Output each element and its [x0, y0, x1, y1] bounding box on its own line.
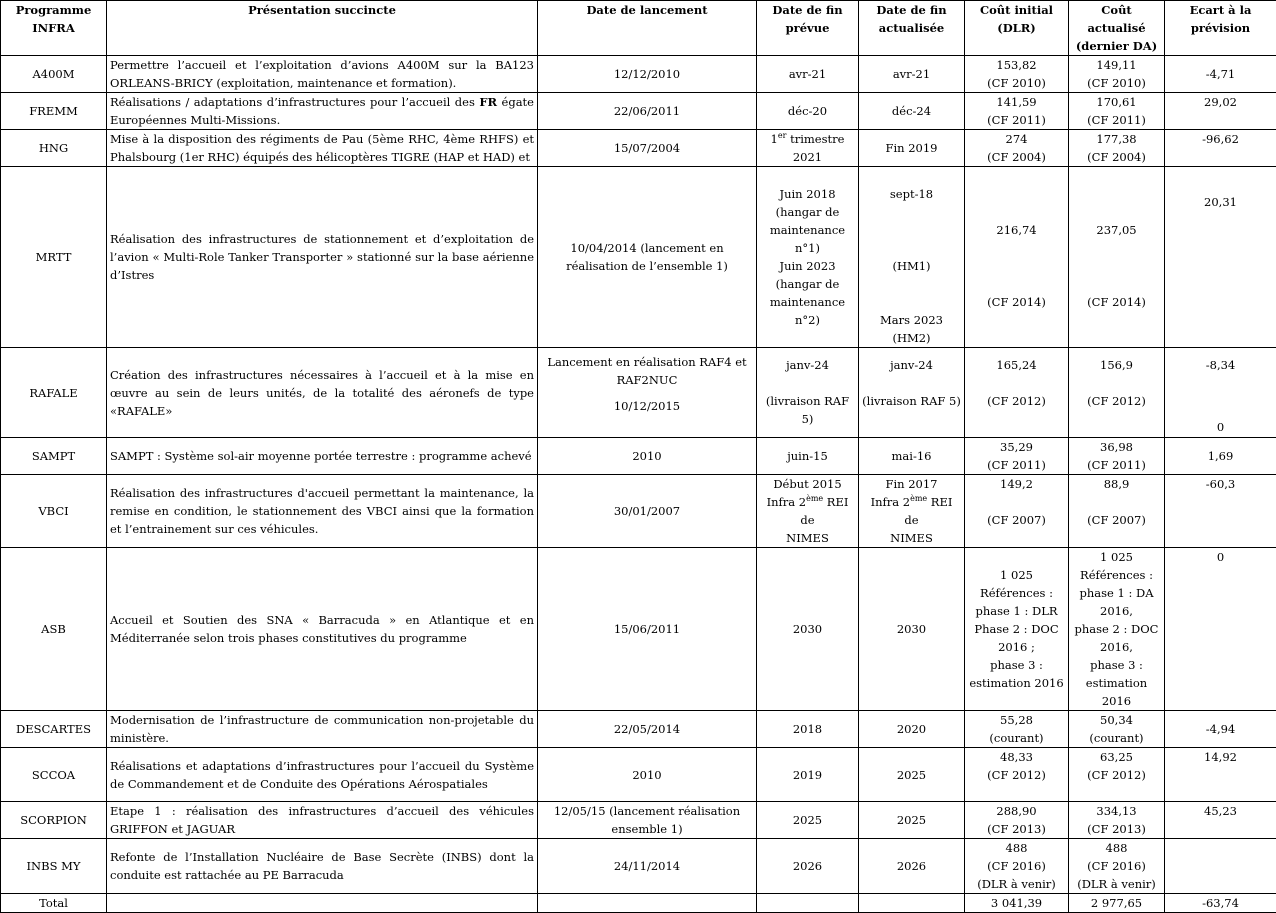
total-row	[1, 894, 1276, 913]
cell-programme: SCCOA	[1, 748, 107, 802]
cout-initial-ref: (CF 2014)	[987, 295, 1046, 309]
cell-ecart	[1165, 348, 1276, 438]
table-row	[1, 130, 1276, 167]
cell-programme: RAFALE	[1, 348, 107, 438]
cell-programme: Total	[1, 894, 107, 913]
cell-fin-actualisee	[859, 475, 965, 548]
cout-initial-ref: (CF 2012)	[987, 394, 1046, 408]
cell-cout-initial	[965, 475, 1069, 548]
cell-lancement: 15/06/2011	[538, 548, 757, 711]
cout-initial-ref: (CF 2007)	[987, 513, 1046, 527]
cell-lancement	[538, 894, 757, 913]
table-row	[1, 839, 1276, 894]
superscript: er	[778, 131, 787, 140]
cell-fin-actualisee: déc-24	[859, 93, 965, 130]
superscript: ème	[910, 494, 927, 503]
presentation-text: égate Européennes Multi-Missions.	[110, 95, 534, 127]
cell-presentation: SAMPT : Système sol-air moyenne portée terrestre : programme achevé	[107, 438, 538, 475]
cell-presentation: Création des infrastructures nécessaires à l’accueil et à la mise en œuvre au sein de leurs unités, de la totalité des aéronefs de type «RAFALE»	[107, 348, 538, 438]
cell-lancement: 12/05/15 (lancement réalisation ensemble 1)	[538, 802, 757, 839]
cell-cout-actualise: 334,13 (CF 2013)	[1069, 802, 1165, 839]
cell-lancement: 30/01/2007	[538, 475, 757, 548]
cell-cout-initial: 274 (CF 2004)	[965, 130, 1069, 167]
cout-actualise-value: 156,9	[1100, 358, 1133, 372]
cell-total-cout-actualise: 2 977,65	[1069, 894, 1165, 913]
cell-fin-prevue	[757, 475, 859, 548]
cell-programme: A400M	[1, 56, 107, 93]
cell-ecart: 14,92	[1165, 748, 1276, 802]
cell-cout-actualise: 149,11 (CF 2010)	[1069, 56, 1165, 93]
cell-presentation: Etape 1 : réalisation des infrastructures d’accueil des véhicules GRIFFON et JAGUAR	[107, 802, 538, 839]
cell-ecart: 20,31	[1165, 167, 1276, 348]
cell-fin-actualisee: mai-16	[859, 438, 965, 475]
cell-presentation: Permettre l’accueil et l’exploitation d’avions A400M sur la BA123 ORLEANS-BRICY (exploitation, maintenance et formation).	[107, 56, 538, 93]
fin-actualisee-text: Infra 2	[871, 495, 911, 509]
cell-cout-actualise: 36,98 (CF 2011)	[1069, 438, 1165, 475]
cell-total-ecart: -63,74	[1165, 894, 1276, 913]
fin-actualisee-text: NIMES	[890, 531, 933, 545]
cout-actualise-ref: (CF 2007)	[1087, 513, 1146, 527]
cell-cout-actualise: 63,25 (CF 2012)	[1069, 748, 1165, 802]
fin-prevue-text: trimestre	[786, 132, 844, 146]
presentation-bold-text: FR	[479, 95, 497, 109]
cell-cout-actualise: 1 025 Références : phase 1 : DA 2016, phase 2 : DOC 2016, phase 3 : estimation 2016	[1069, 548, 1165, 711]
cell-ecart: 0	[1165, 548, 1276, 711]
cell-presentation: Mise à la disposition des régiments de Pau (5ème RHC, 4ème RHFS) et Phalsbourg (1er RHC) équipés des hélicoptères TIGRE (HAP et HAD) et	[107, 130, 538, 167]
lancement-text: Lancement en réalisation RAF4 et RAF2NUC	[547, 355, 746, 387]
cell-fin-prevue: déc-20	[757, 93, 859, 130]
fin-prevue-text: 1	[771, 132, 778, 146]
table-row	[1, 748, 1276, 802]
ecart-value: -8,34	[1206, 358, 1236, 372]
cell-cout-initial: 1 025 Références : phase 1 : DLR Phase 2 : DOC 2016 ; phase 3 : estimation 2016	[965, 548, 1069, 711]
table-row	[1, 711, 1276, 748]
cell-presentation: Réalisation des infrastructures de stationnement et d’exploitation de l’avion « Multi-Role Tanker Transporter » stationné sur la base aérienne d’Istres	[107, 167, 538, 348]
cell-programme: SAMPT	[1, 438, 107, 475]
ecart-value: 0	[1217, 420, 1224, 434]
fin-actualisee-text: Mars 2023 (HM2)	[880, 313, 943, 345]
cout-actualise-value: 88,9	[1104, 477, 1130, 491]
cell-cout-actualise	[1069, 348, 1165, 438]
cell-programme: ASB	[1, 548, 107, 711]
cell-presentation: Modernisation de l’infrastructure de communication non-projetable du ministère.	[107, 711, 538, 748]
table-row	[1, 802, 1276, 839]
presentation-text: Réalisations / adaptations d’infrastructures pour l’accueil des	[110, 95, 479, 109]
cell-fin-prevue: 2026	[757, 839, 859, 894]
cell-lancement: 24/11/2014	[538, 839, 757, 894]
fin-actualisee-text: (HM1)	[892, 259, 930, 273]
header-fin-actualisee: Date de fin actualisée	[859, 1, 965, 56]
cout-actualise-ref: (CF 2014)	[1087, 295, 1146, 309]
header-ecart: Ecart à la prévision	[1165, 1, 1276, 56]
cell-ecart: -4,71	[1165, 56, 1276, 93]
cell-cout-initial: 141,59 (CF 2011)	[965, 93, 1069, 130]
cell-lancement: 2010	[538, 748, 757, 802]
cell-cout-initial: 35,29 (CF 2011)	[965, 438, 1069, 475]
cell-fin-prevue: 2025	[757, 802, 859, 839]
cell-programme: SCORPION	[1, 802, 107, 839]
cell-programme: FREMM	[1, 93, 107, 130]
cout-actualise-value: 237,05	[1096, 223, 1136, 237]
fin-actualisee-text: (livraison RAF 5)	[862, 394, 961, 408]
cell-fin-actualisee: 2026	[859, 839, 965, 894]
cell-programme: HNG	[1, 130, 107, 167]
cell-cout-actualise: 177,38 (CF 2004)	[1069, 130, 1165, 167]
cout-initial-value: 149,2	[1000, 477, 1033, 491]
cell-ecart	[1165, 839, 1276, 894]
cell-presentation: Refonte de l’Installation Nucléaire de Base Secrète (INBS) dont la conduite est rattachée au PE Barracuda	[107, 839, 538, 894]
cell-cout-actualise: 170,61 (CF 2011)	[1069, 93, 1165, 130]
cell-cout-actualise: 488 (CF 2016) (DLR à venir)	[1069, 839, 1165, 894]
cell-cout-initial: 488 (CF 2016) (DLR à venir)	[965, 839, 1069, 894]
cell-programme: DESCARTES	[1, 711, 107, 748]
cell-programme: MRTT	[1, 167, 107, 348]
cell-presentation: Accueil et Soutien des SNA « Barracuda » en Atlantique et en Méditerranée selon trois phases constitutives du programme	[107, 548, 538, 711]
cell-lancement: 12/12/2010	[538, 56, 757, 93]
cell-cout-initial	[965, 167, 1069, 348]
cell-fin-actualisee: Fin 2019	[859, 130, 965, 167]
cell-fin-actualisee	[859, 348, 965, 438]
cell-fin-actualisee: avr-21	[859, 56, 965, 93]
fin-prevue-text: REI de	[800, 495, 848, 527]
table-row	[1, 56, 1276, 93]
cell-presentation	[107, 93, 538, 130]
table-row	[1, 475, 1276, 548]
cell-fin-prevue: juin-15	[757, 438, 859, 475]
cell-fin-actualisee: 2025	[859, 802, 965, 839]
cell-cout-initial: 48,33 (CF 2012)	[965, 748, 1069, 802]
cell-lancement: 15/07/2004	[538, 130, 757, 167]
cell-cout-actualise	[1069, 475, 1165, 548]
fin-actualisee-text: sept-18	[890, 187, 933, 201]
fin-prevue-text: janv-24	[786, 358, 829, 372]
cell-lancement: 2010	[538, 438, 757, 475]
header-cout-initial: Coût initial (DLR)	[965, 1, 1069, 56]
cell-fin-prevue	[757, 130, 859, 167]
header-presentation: Présentation succincte	[107, 1, 538, 56]
cell-cout-initial	[965, 348, 1069, 438]
cell-programme: VBCI	[1, 475, 107, 548]
cell-programme: INBS MY	[1, 839, 107, 894]
cout-initial-value: 216,74	[996, 223, 1036, 237]
cell-ecart: -96,62	[1165, 130, 1276, 167]
table-row	[1, 167, 1276, 348]
cell-fin-actualisee: 2020	[859, 711, 965, 748]
cell-ecart: 45,23	[1165, 802, 1276, 839]
cout-initial-value: 165,24	[996, 358, 1036, 372]
fin-prevue-text: NIMES	[786, 531, 829, 545]
cell-fin-actualisee: 2025	[859, 748, 965, 802]
table-row	[1, 348, 1276, 438]
cell-cout-actualise	[1069, 167, 1165, 348]
cell-fin-prevue: 2030	[757, 548, 859, 711]
table-row	[1, 93, 1276, 130]
fin-actualisee-text: Fin 2017	[886, 477, 938, 491]
fin-prevue-text: (livraison RAF 5)	[766, 394, 849, 426]
cell-cout-initial: 55,28 (courant)	[965, 711, 1069, 748]
lancement-text: 10/12/2015	[614, 399, 680, 413]
cell-presentation: Réalisation des infrastructures d'accueil permettant la maintenance, la remise en condition, le stationnement des VBCI ainsi que la formation et l’entrainement sur ces véhicules.	[107, 475, 538, 548]
fin-prevue-text: 2021	[793, 150, 822, 164]
superscript: ème	[806, 494, 823, 503]
cell-fin-prevue: avr-21	[757, 56, 859, 93]
table-row	[1, 548, 1276, 711]
fin-prevue-text: Infra 2	[767, 495, 807, 509]
fin-actualisee-text: REI de	[904, 495, 952, 527]
cell-lancement: 22/05/2014	[538, 711, 757, 748]
cell-fin-prevue: Juin 2018 (hangar de maintenance n°1) Juin 2023 (hangar de maintenance n°2)	[757, 167, 859, 348]
cell-ecart: 29,02	[1165, 93, 1276, 130]
cell-ecart: 1,69	[1165, 438, 1276, 475]
header-cout-actualise: Coût actualisé (dernier DA)	[1069, 1, 1165, 56]
cell-fin-prevue	[757, 894, 859, 913]
cell-fin-actualisee	[859, 894, 965, 913]
fin-actualisee-text: janv-24	[890, 358, 933, 372]
cell-presentation: Réalisations et adaptations d’infrastructures pour l’accueil du Système de Commandement et de Conduite des Opérations Aérospatiales	[107, 748, 538, 802]
cell-lancement: 22/06/2011	[538, 93, 757, 130]
table-row	[1, 438, 1276, 475]
cell-ecart: -4,94	[1165, 711, 1276, 748]
cell-lancement	[538, 348, 757, 438]
cell-total-cout-initial: 3 041,39	[965, 894, 1069, 913]
cout-actualise-ref: (CF 2012)	[1087, 394, 1146, 408]
cell-cout-actualise: 50,34 (courant)	[1069, 711, 1165, 748]
header-programme: Programme INFRA	[1, 1, 107, 56]
cell-fin-prevue	[757, 348, 859, 438]
cell-fin-actualisee: 2030	[859, 548, 965, 711]
header-lancement: Date de lancement	[538, 1, 757, 56]
cell-presentation	[107, 894, 538, 913]
cell-fin-actualisee	[859, 167, 965, 348]
fin-prevue-text: Début 2015	[773, 477, 841, 491]
header-row	[1, 1, 1276, 56]
cell-fin-prevue: 2019	[757, 748, 859, 802]
cell-lancement: 10/04/2014 (lancement en réalisation de l’ensemble 1)	[538, 167, 757, 348]
cell-ecart: -60,3	[1165, 475, 1276, 548]
cell-fin-prevue: 2018	[757, 711, 859, 748]
cell-cout-initial: 288,90 (CF 2013)	[965, 802, 1069, 839]
cell-cout-initial: 153,82 (CF 2010)	[965, 56, 1069, 93]
header-fin-prevue: Date de fin prévue	[757, 1, 859, 56]
